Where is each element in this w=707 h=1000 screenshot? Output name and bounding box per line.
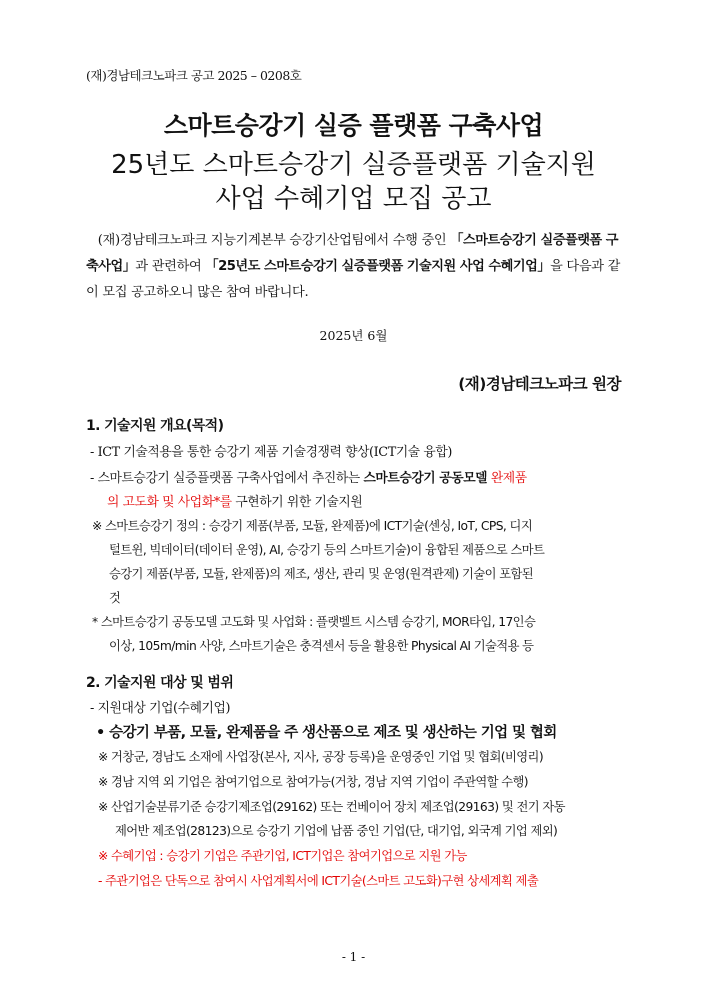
- section1-note1-line2: 털트윈, 빅데이터(데이터 운영), AI, 승강기 등의 스마트기술)이 융합된 제품으로 스마트: [109, 543, 545, 557]
- section1-item1: - ICT 기술적용을 통한 승강기 제품 기술경쟁력 향상(ICT기술 융합): [90, 445, 452, 460]
- section2-heading: 2. 기술지원 대상 및 범위: [86, 675, 234, 691]
- issuer: (재)경남테크노파크 원장: [458, 375, 621, 393]
- section1-item2-e: 구현하기 위한 기술지원: [231, 495, 363, 510]
- section1-item2: [90, 467, 527, 486]
- section1-item2-cont: [107, 491, 362, 510]
- title-line2: 25년도 스마트승강기 실증플랫폼 기술지원: [111, 150, 596, 180]
- title-project: 스마트승강기 실증 플랫폼 구축사업: [163, 111, 544, 140]
- section1-item2-d: 의 고도화 및 사업화*를: [107, 495, 232, 510]
- section2-red-note2: - 주관기업은 단독으로 참여시 사업계획서에 ICT기술(스마트 고도화)구현 상세계획 제출: [98, 874, 539, 888]
- section2-note2: ※ 경남 지역 외 기업은 참여기업으로 참여가능(거창, 경남 지역 기업이 주관역할 수행): [98, 775, 529, 789]
- section1-note2-line1: * 스마트승강기 공동모델 고도화 및 사업화 : 플랫벨트 시스템 승강기, MOR타입, 17인승: [92, 615, 536, 629]
- section2-note3-line2: 제어반 제조업(28123)으로 승강기 기업에 납품 중인 기업(단, 대기업, 외국계 기업 제외): [115, 824, 558, 838]
- intro-text-1: (재)경남테크노파크 지능기계본부 승강기산업팀에서 수행 중인: [97, 233, 451, 248]
- title-line3: 사업 수혜기업 모집 공고: [215, 184, 492, 214]
- section1-item2-c: 완제품: [487, 471, 527, 486]
- page-number: - 1 -: [341, 950, 366, 964]
- section1-item2-a: - 스마트승강기 실증플랫폼 구축사업에서 추진하는: [90, 471, 364, 486]
- intro-paragraph: [86, 228, 626, 306]
- section1-note1-line1: ※ 스마트승강기 정의 : 승강기 제품(부품, 모듈, 완제품)에 ICT기술(센싱, IoT, CPS, 디지: [92, 519, 533, 533]
- section2-note3-line1: ※ 산업기술분류기준 승강기제조업(29162) 또는 컨베이어 장치 제조업(29163) 및 전기 자동: [98, 800, 565, 814]
- section2-bullet: • 승강기 부품, 모듈, 완제품을 주 생산품으로 제조 및 생산하는 기업 및 협회: [96, 725, 557, 741]
- intro-bold-1: 「스마트승강기 실증플랫폼 구축사업」: [86, 233, 619, 274]
- section2-red-note1: ※ 수혜기업 : 승강기 기업은 주관기업, ICT기업은 참여기업으로 지원 가능: [98, 849, 467, 863]
- notice-date: 2025년 6월: [319, 328, 388, 343]
- section1-note1-line3: 승강기 제품(부품, 모듈, 완제품)의 제조, 생산, 관리 및 운영(원격관제) 기술이 포함된: [109, 567, 534, 581]
- intro-bold-2: 「25년도 스마트승강기 실증플랫폼 기술지원 사업 수혜기업」: [205, 259, 551, 274]
- intro-text-2: 과 관련하여: [135, 259, 206, 274]
- intro-text-3: 을 다음과 같이 모집 공고하오니 많은 참여 바랍니다.: [86, 259, 621, 300]
- section2-note1: ※ 거창군, 경남도 소재에 사업장(본사, 지사, 공장 등록)을 운영중인 기업 및 협회(비영리): [98, 750, 544, 764]
- section1-item2-b: 스마트승강기 공동모델: [363, 471, 488, 486]
- section2-item1: - 지원대상 기업(수혜기업): [90, 701, 231, 716]
- section1-note2-line2: 이상, 105m/min 사양, 스마트기술은 충격센서 등을 활용한 Physical AI 기술적용 등: [109, 639, 534, 653]
- section1-heading: 1. 기술지원 개요(목적): [86, 418, 224, 434]
- doc-number: (재)경남테크노파크 공고 2025 – 0208호: [86, 68, 302, 83]
- section1-note1-line4: 것: [109, 591, 121, 605]
